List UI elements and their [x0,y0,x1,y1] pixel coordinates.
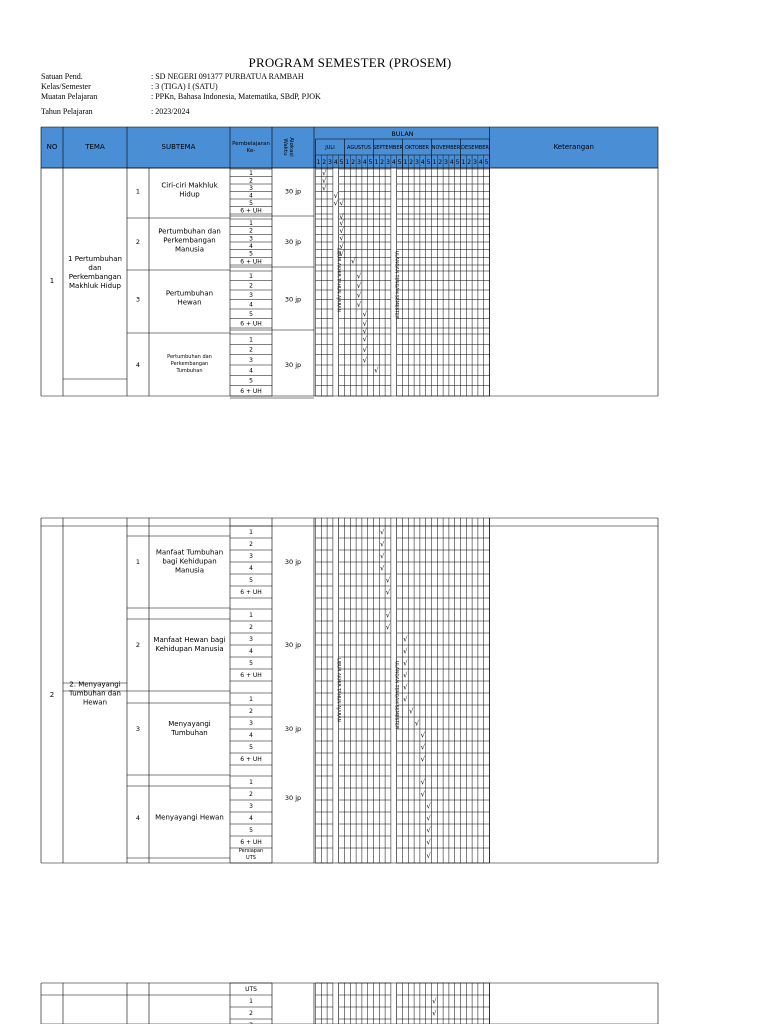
subtema-name: Manusia [174,245,205,254]
check-mark: √ [321,169,327,178]
subtema-name: Kehidupan Manusia [155,644,224,653]
subtema-name: Manfaat Tumbuhan [155,548,224,557]
meta-label: Satuan Pend. [41,72,83,81]
lesson-label: 6 + UH [240,388,262,396]
subtema-no: 2 [135,238,141,246]
header-subtema: SUBTEMA [161,143,196,151]
check-mark: √ [356,300,362,309]
header-month: JULI [325,145,335,151]
subtema-name: Hidup [179,190,200,199]
alokasi-value: 30 jp [284,641,302,649]
alokasi-value: 30 jp [284,558,302,566]
section-no: 2 [49,691,55,699]
header-week: 2 [409,159,414,166]
lesson-label: UTS [246,855,256,861]
lesson-label: 6 + UH [240,756,262,764]
check-mark: √ [379,552,385,561]
lesson-label: 2 [249,708,253,716]
lesson-label: 3 [249,553,253,561]
check-mark: √ [350,257,356,266]
check-mark: √ [379,564,385,573]
lesson-label: 6 + UH [240,589,262,597]
lesson-label: 5 [249,250,253,258]
header-alokasi: Alokasi [288,137,294,157]
check-mark: √ [414,719,420,728]
lesson-label: 4 [249,565,253,573]
check-mark: √ [403,671,408,680]
check-mark: √ [356,272,362,281]
header-month: AGUSTUS [347,145,371,151]
check-mark: √ [420,731,426,740]
check-mark: √ [321,176,327,185]
header-week: 4 [333,159,338,166]
check-mark: √ [362,310,368,319]
meta-value: : 3 (TIGA) I (SATU) [151,82,218,91]
tema-label: dan [88,263,102,272]
check-mark: √ [362,319,368,328]
lesson-label: 5 [249,577,253,585]
check-mark: √ [379,540,385,549]
lesson-label: 4 [249,243,253,251]
lesson-label: 3 [249,803,253,811]
lesson-label: 5 [249,310,253,318]
lesson-label: 2 [249,346,253,354]
tema-label: Hewan [82,698,108,707]
subtema-no: 4 [135,361,141,369]
subtema-no: 4 [135,814,141,822]
alokasi-value: 30 jp [284,295,302,304]
lesson-label: 1 [249,612,253,620]
alokasi-value: 30 jp [284,187,302,196]
subtema-no: 3 [135,725,141,733]
subtema-name: Manusia [174,566,205,575]
header-week: 5 [455,159,460,166]
check-mark: √ [426,814,431,823]
lesson-label: 4 [249,367,253,375]
header-week: 2 [351,159,356,166]
check-mark: √ [339,199,344,208]
lesson-label: 4 [249,192,253,200]
lesson-label: 1 [249,169,253,177]
check-mark: √ [356,291,362,300]
note-ulangan: ULANGAN TENGAH SEMESTER [393,660,399,730]
alokasi-value: 30 jp [284,725,302,733]
header-week: 3 [415,159,419,166]
subtema-name: Perkembangan [170,360,209,367]
check-mark: √ [333,191,339,200]
header-week: 4 [362,159,367,166]
subtema-name: Pertumbuhan dan [158,227,221,236]
header-week: 3 [473,159,477,166]
check-mark: √ [339,234,344,243]
lesson-label: 4 [249,815,253,823]
header-week: 5 [368,159,373,166]
check-mark: √ [420,743,426,752]
lesson-label: 5 [249,199,253,207]
header-pembelajaran: Ke- [246,148,256,154]
lesson-label: 2 [249,624,253,632]
header-week: 5 [426,159,431,166]
check-mark: √ [339,219,344,228]
lesson-label: 3 [249,291,253,299]
subtema-name: bagi Kehidupan [162,557,217,566]
check-mark: √ [403,695,408,704]
tema-label: 1 Pertumbuhan [68,254,122,263]
check-mark: √ [385,623,391,632]
lesson-label: 2 [249,541,253,549]
lesson-label: 2 [249,282,253,290]
check-mark: √ [356,281,362,290]
check-mark: √ [426,802,431,811]
header-week: 4 [449,159,454,166]
header-week: 5 [397,159,402,166]
lesson-label: 3 [249,184,253,192]
check-mark: √ [403,683,408,692]
lesson-label: Persiapan [238,848,264,854]
note-ulangan: ULANGAN TENGAH SEMESTER [393,250,399,320]
note-libur: LIBUR AKHIR TAHUN AJARAN [335,248,341,312]
subtema-no: 1 [135,187,141,196]
header-month: SEPTEMBER [373,145,403,151]
header-bulan: BULAN [391,130,414,138]
header-month: NOVEMBER [431,145,461,151]
subtema-name: Tumbuhan [176,367,203,374]
header-week: 2 [467,159,472,166]
check-mark: √ [385,576,391,585]
lesson-label: 1 [249,998,253,1006]
lesson-label: 5 [249,660,253,668]
lesson-label: 4 [249,732,253,740]
note-libur: LIBUR AKHIR TAHUN AJARAN [335,658,341,722]
check-mark: √ [321,184,327,193]
subtema-name: Pertumbuhan dan [167,353,212,360]
alokasi-value: 30 jp [284,794,302,802]
subtema-no: 2 [135,641,141,649]
check-mark: √ [420,790,426,799]
page-title: PROGRAM SEMESTER (PROSEM) [248,55,452,70]
lesson-label: 6 + UH [240,839,262,847]
check-mark: √ [339,227,344,235]
meta-label: Tahun Pelajaran [41,107,93,116]
subtema-no: 1 [135,558,141,566]
tema-label: 2. Menyayangi [69,680,121,689]
lesson-label: 3 [249,357,253,365]
header-pembelajaran: Pembelajaran [232,141,270,147]
lesson-label: 6 + UH [240,672,262,680]
lesson-label: 2 [249,791,253,799]
subtema-name: Menyayangi [168,719,211,728]
alokasi-value: 30 jp [284,361,302,369]
lesson-label: 2 [249,227,253,235]
header-week: 3 [386,159,390,166]
subtema-name: Tumbuhan [171,728,208,737]
header-week: 4 [478,159,483,166]
lesson-label: 1 [249,779,253,787]
header-month: DESEMBER [461,145,489,151]
header-tema: TEMA [85,143,105,151]
lesson-label: 1 [249,696,253,704]
check-mark: √ [403,659,408,668]
header-alokasi: Waktu [282,138,288,156]
header-keterangan: Keterangan [553,143,594,151]
check-mark: √ [432,997,437,1006]
check-mark: √ [420,755,426,764]
alokasi-value: 30 jp [284,238,302,246]
check-mark: √ [408,707,414,716]
check-mark: √ [362,346,368,354]
lesson-label: 1 [249,529,253,537]
lesson-label: 6 + UH [240,207,262,215]
lesson-label: 5 [249,827,253,835]
header-week: 1 [403,159,408,166]
section-no: 1 [49,277,55,285]
lesson-label: 5 [249,744,253,752]
tema-label: Perkembangan [68,272,122,281]
header-week: 1 [374,159,379,166]
header-month: OKTOBER [405,145,429,151]
header-week: 2 [380,159,385,166]
subtema-no: 3 [135,295,141,304]
check-mark: √ [374,366,379,375]
subtema-name: Menyayangi Hewan [155,813,224,822]
header-week: 2 [322,159,327,166]
lesson-label: 6 + UH [240,258,262,266]
meta-label: Kelas/Semester [41,82,91,91]
tema-label: Makhluk Hidup [68,281,122,290]
header-week: 1 [345,159,350,166]
check-mark: √ [432,1009,437,1018]
check-mark: √ [385,588,391,597]
meta-value: : PPKn, Bahasa Indonesia, Matematika, SBdP, PJOK [151,92,321,101]
header-no: NO [46,143,58,151]
subtema-name: Hewan [177,298,202,307]
lesson-label: 3 [249,720,253,728]
lesson-label: 3 [249,235,253,243]
check-mark: √ [426,852,431,860]
lesson-label: 1 [249,272,253,280]
lesson-label: 4 [249,301,253,309]
check-mark: √ [333,199,339,208]
check-mark: √ [403,635,408,644]
check-mark: √ [362,327,368,336]
lesson-label: 6 + UH [240,320,262,328]
header-week: 3 [328,159,332,166]
subtema-name: Pertumbuhan [165,289,214,298]
lesson-label: 2 [249,177,253,185]
check-mark: √ [339,213,344,221]
header-week: 3 [444,159,448,166]
check-mark: √ [426,826,431,835]
check-mark: √ [385,611,391,620]
header-week: 1 [461,159,466,166]
lesson-label: 4 [249,648,253,656]
lesson-label: 2 [249,1010,253,1018]
header-week: 4 [420,159,425,166]
header-week: 2 [438,159,443,166]
subtema-name: Manfaat Hewan bagi [153,635,226,644]
meta-value: : SD NEGERI 091377 PURBATUA RAMBAH [151,72,304,81]
check-mark: √ [362,335,368,344]
check-mark: √ [339,242,344,251]
lesson-label: UTS [245,986,257,994]
lesson-label: 1 [249,336,253,344]
meta-label: Muatan Pelajaran [41,92,98,101]
check-mark: √ [339,250,344,258]
subtema-name: Perkembangan [163,236,216,245]
header-week: 1 [316,159,321,166]
check-mark: √ [362,356,368,365]
check-mark: √ [420,778,426,787]
lesson-label: 5 [249,377,253,385]
subtema-name: Ciri-ciri Makhluk [161,181,218,190]
check-mark: √ [426,838,431,847]
check-mark: √ [379,528,385,537]
lesson-label: 3 [249,636,253,644]
check-mark: √ [403,647,408,656]
lesson-label: 1 [249,220,253,228]
header-week: 5 [484,159,489,166]
meta-value: : 2023/2024 [151,107,190,116]
header-week: 3 [357,159,361,166]
header-week: 1 [432,159,437,166]
tema-label: Tumbuhan dan [69,689,121,698]
header-week: 5 [339,159,344,166]
header-week: 4 [391,159,396,166]
